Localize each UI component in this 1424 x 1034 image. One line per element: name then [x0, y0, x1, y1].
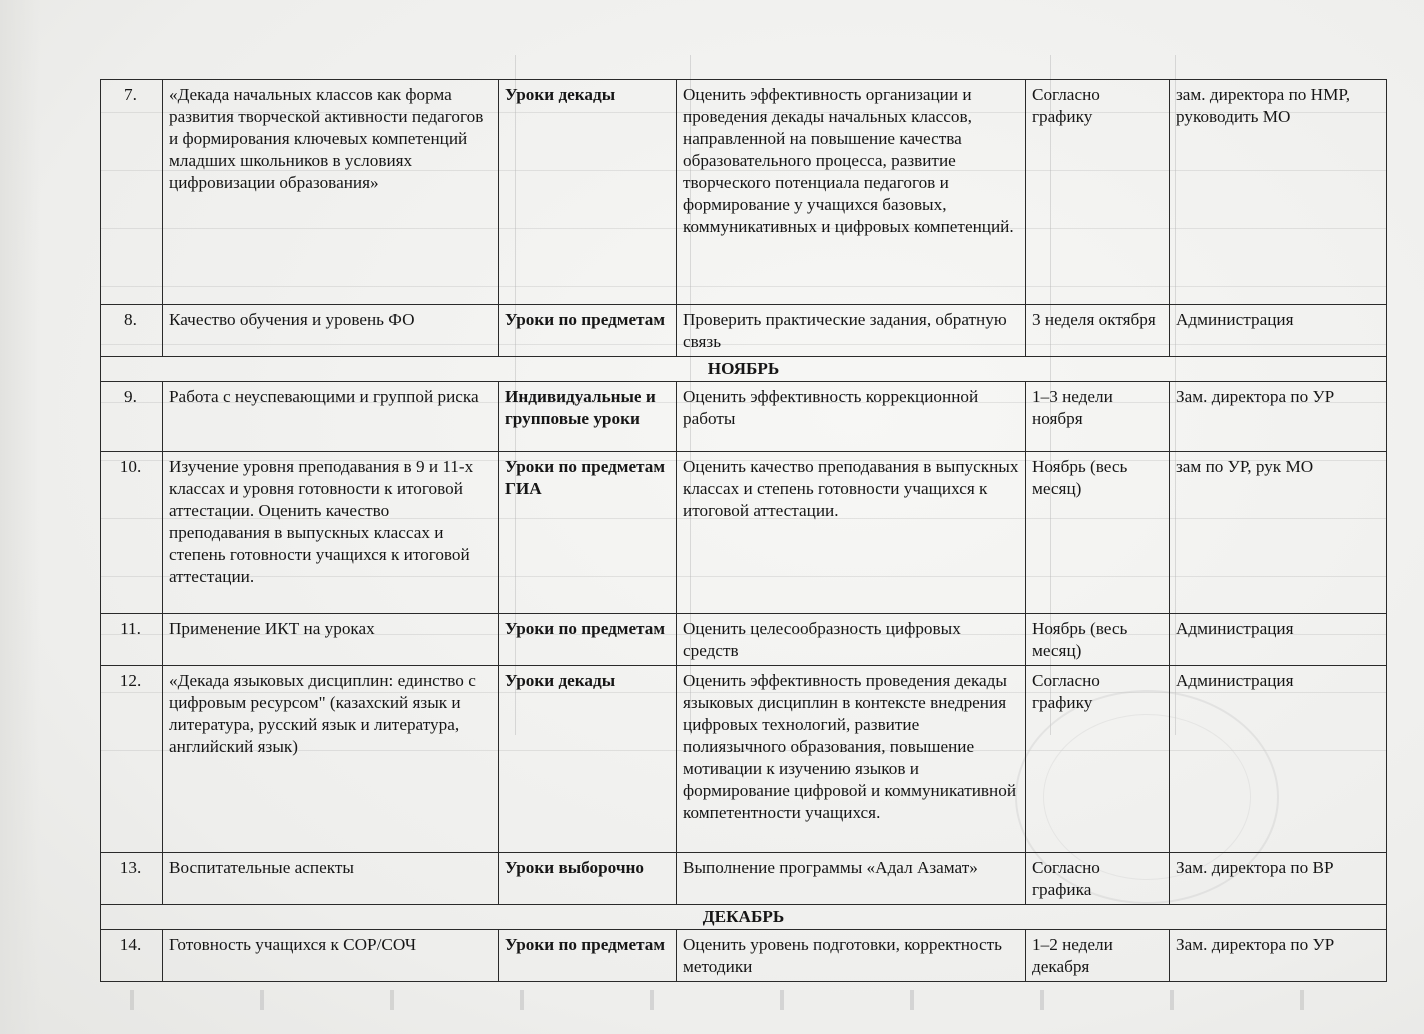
- table-row: [101, 452, 1387, 614]
- cell-topic: Готовность учащихся к СОР/СОЧ: [163, 930, 499, 982]
- cell-number: 14.: [101, 930, 163, 982]
- cell-object: Уроки по предметам: [499, 305, 677, 357]
- cell-term: Ноябрь (весь месяц): [1026, 614, 1170, 666]
- cell-object: Уроки декады: [499, 80, 677, 305]
- section-header-row: [101, 905, 1387, 930]
- cell-responsible: Администрация: [1170, 666, 1387, 853]
- cell-object: Индивидуальные и групповые уроки: [499, 382, 677, 452]
- section-title: ДЕКАБРЬ: [101, 905, 1387, 930]
- cell-topic: Качество обучения и уровень ФО: [163, 305, 499, 357]
- cell-goal: Выполнение программы «Адал Азамат»: [677, 853, 1026, 905]
- cell-number: 12.: [101, 666, 163, 853]
- cell-responsible: Администрация: [1170, 614, 1387, 666]
- cell-object: Уроки по предметам: [499, 930, 677, 982]
- cell-topic: «Декада языковых дисциплин: единство с цифровым ресурсом" (казахский язык и литература, русский язык и литература, английский язык): [163, 666, 499, 853]
- cell-responsible: Зам. директора по УР: [1170, 382, 1387, 452]
- table-row: [101, 930, 1387, 982]
- cell-topic: Работа с неуспевающими и группой риска: [163, 382, 499, 452]
- cell-term: Согласно графику: [1026, 666, 1170, 853]
- cell-topic: Воспитательные аспекты: [163, 853, 499, 905]
- cell-topic: «Декада начальных классов как форма развития творческой активности педагогов и формирования ключевых компетенций младших школьников в условиях цифровизации образования»: [163, 80, 499, 305]
- cell-object: Уроки выборочно: [499, 853, 677, 905]
- table-row: [101, 382, 1387, 452]
- section-title: НОЯБРЬ: [101, 357, 1387, 382]
- cell-goal: Оценить целесообразность цифровых средств: [677, 614, 1026, 666]
- table-row: [101, 305, 1387, 357]
- cell-object: Уроки по предметам: [499, 614, 677, 666]
- table-body: [101, 80, 1387, 982]
- section-header-row: [101, 357, 1387, 382]
- cell-term: Согласно графика: [1026, 853, 1170, 905]
- cell-goal: Оценить качество преподавания в выпускных классах и степень готовности учащихся к итоговой аттестации.: [677, 452, 1026, 614]
- table-row: [101, 80, 1387, 305]
- cell-goal: Проверить практические задания, обратную связь: [677, 305, 1026, 357]
- cell-term: Согласно графику: [1026, 80, 1170, 305]
- cell-term: 1–2 недели декабря: [1026, 930, 1170, 982]
- cell-number: 9.: [101, 382, 163, 452]
- table-row: [101, 853, 1387, 905]
- cell-term: Ноябрь (весь месяц): [1026, 452, 1170, 614]
- cell-responsible: Зам. директора по УР: [1170, 930, 1387, 982]
- cell-number: 11.: [101, 614, 163, 666]
- cell-responsible: зам. директора по НМР, руководить МО: [1170, 80, 1387, 305]
- cell-responsible: Зам. директора по ВР: [1170, 853, 1387, 905]
- cell-topic: Применение ИКТ на уроках: [163, 614, 499, 666]
- cell-number: 10.: [101, 452, 163, 614]
- cell-responsible: Администрация: [1170, 305, 1387, 357]
- cell-goal: Оценить эффективность коррекционной работы: [677, 382, 1026, 452]
- cell-goal: Оценить эффективность организации и проведения декады начальных классов, направленной на повышение качества образовательного процесса, развитие творческого потенциала педагогов и формирование у учащихся базовых, коммуникативных и цифровых компетенций.: [677, 80, 1026, 305]
- cell-goal: Оценить эффективность проведения декады языковых дисциплин в контексте внедрения цифровых технологий, развитие полиязычного образования, повышение мотивации к изучению языков и формирование цифровой и коммуникативной компетентности учащихся.: [677, 666, 1026, 853]
- cell-number: 8.: [101, 305, 163, 357]
- cell-object: Уроки декады: [499, 666, 677, 853]
- cell-object: Уроки по предметам ГИА: [499, 452, 677, 614]
- cell-term: 3 неделя октября: [1026, 305, 1170, 357]
- cell-responsible: зам по УР, рук МО: [1170, 452, 1387, 614]
- cell-number: 13.: [101, 853, 163, 905]
- cell-term: 1–3 недели ноября: [1026, 382, 1170, 452]
- page-edge-shadow: [0, 0, 40, 1034]
- scan-noise: [60, 990, 1364, 1010]
- cell-topic: Изучение уровня преподавания в 9 и 11-х классах и уровня готовности к итоговой аттестации. Оценить качество преподавания в выпускных классах и степень готовности учащихся к итоговой аттестации.: [163, 452, 499, 614]
- cell-goal: Оценить уровень подготовки, корректность методики: [677, 930, 1026, 982]
- table-row: [101, 666, 1387, 853]
- table-row: [101, 614, 1387, 666]
- control-plan-table: [100, 79, 1387, 982]
- cell-number: 7.: [101, 80, 163, 305]
